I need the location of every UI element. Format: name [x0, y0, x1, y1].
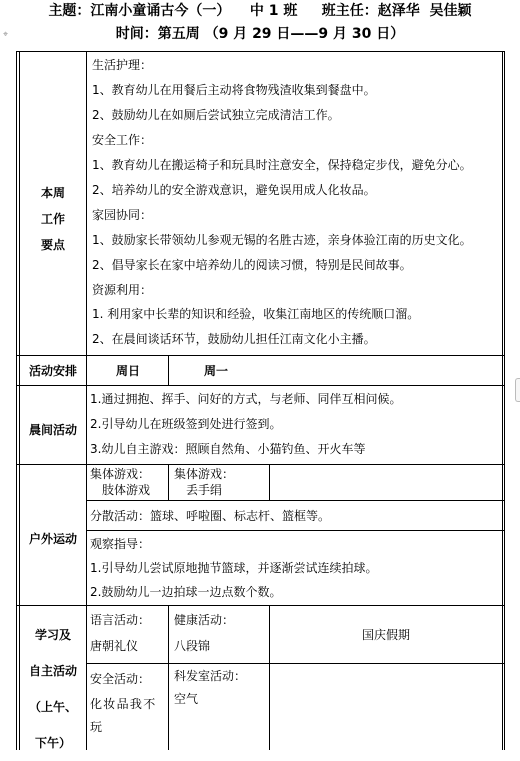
focus-line: 2、培养幼儿的安全游戏意识，避免误用成人化妆品。: [92, 183, 376, 197]
guidance-line: 观察指导：: [90, 537, 151, 551]
page-title: 主题：江南小童诵古今（一） 中 1 班 班主任：赵泽华 吴佳颖: [48, 3, 472, 19]
focus-line: 2、倡导家长在家中培养幼儿的阅读习惯，特别是民间故事。: [92, 258, 412, 272]
focus-line: 安全工作：: [92, 133, 153, 147]
focus-line: 1、鼓励家长带领幼儿参观无锡的名胜古迹，亲身体验江南的历史文化。: [92, 233, 472, 247]
focus-line: 资源利用：: [92, 283, 153, 297]
free-play-activities: 分散活动：篮球、呼啦圈、标志杆、篮框等。: [90, 509, 331, 523]
focus-line: 1、教育幼儿在用餐后主动将食物残渣收集到餐盘中。: [92, 83, 376, 97]
text-marker-icon: ⌖: [3, 30, 9, 40]
focus-line: 2、鼓励幼儿在如厕后尝试独立完成清洁工作。: [92, 108, 340, 122]
outdoor-label: 户外运动: [28, 532, 77, 546]
guidance-line: 2.鼓励幼儿一边拍球一边点数个数。: [90, 585, 282, 599]
science-activity-name: 空气: [174, 692, 199, 706]
guidance-line: 1.引导幼儿尝试原地抛节篮球，并逐渐尝试连续拍球。: [90, 561, 378, 575]
schedule-label: 活动安排: [28, 364, 77, 378]
morning-line: 1.通过拥抱、挥手、问好的方式，与老师、同伴互相问候。: [90, 392, 402, 406]
focus-line: 生活护理：: [92, 58, 153, 72]
group-game-title: 集体游戏：: [174, 467, 235, 481]
focus-line: 2、在晨间谈话环节，鼓励幼儿担任江南文化小主播。: [92, 332, 376, 346]
weekly-focus-label: 本周 工作 要点: [40, 186, 65, 252]
science-activity-title: 科发室活动：: [174, 669, 247, 683]
health-activity-title: 健康活动：: [174, 613, 235, 627]
group-game-title: 集体游戏：: [90, 467, 151, 481]
language-activity-name: 唐朝礼仪: [90, 639, 139, 653]
focus-line: 家园协同：: [92, 208, 153, 222]
health-activity-name: 八段锦: [174, 639, 211, 653]
scroll-handle[interactable]: [515, 378, 520, 402]
holiday-note: 国庆假期: [362, 628, 411, 642]
learning-label: 学习及 自主活动 （上午、 下午）: [28, 628, 77, 750]
language-activity-title: 语言活动：: [90, 613, 151, 627]
safety-activity-name-cont: 玩: [90, 720, 103, 734]
day-sunday: 周日: [116, 364, 141, 378]
morning-line: 3.幼儿自主游戏：照顾自然角、小猫钓鱼、开火车等: [90, 442, 366, 456]
focus-line: 1、教育幼儿在搬运椅子和玩具时注意安全，保持稳定步伐，避免分心。: [92, 158, 472, 172]
morning-line: 2.引导幼儿在班级签到处进行签到。: [90, 417, 282, 431]
focus-line: 1. 利用家中长辈的知识和经验，收集江南地区的传统顺口溜。: [92, 307, 420, 321]
group-game-name: 丢手绢: [186, 483, 223, 497]
group-game-name: 肢体游戏: [102, 483, 151, 497]
safety-activity-title: 安全活动：: [90, 672, 151, 686]
safety-activity-name: 化妆品我不: [90, 697, 157, 711]
morning-activity-label: 晨间活动: [28, 423, 77, 437]
date-range: 时间：第五周 （9 月 29 日——9 月 30 日）: [115, 26, 405, 42]
day-monday: 周一: [204, 364, 229, 378]
